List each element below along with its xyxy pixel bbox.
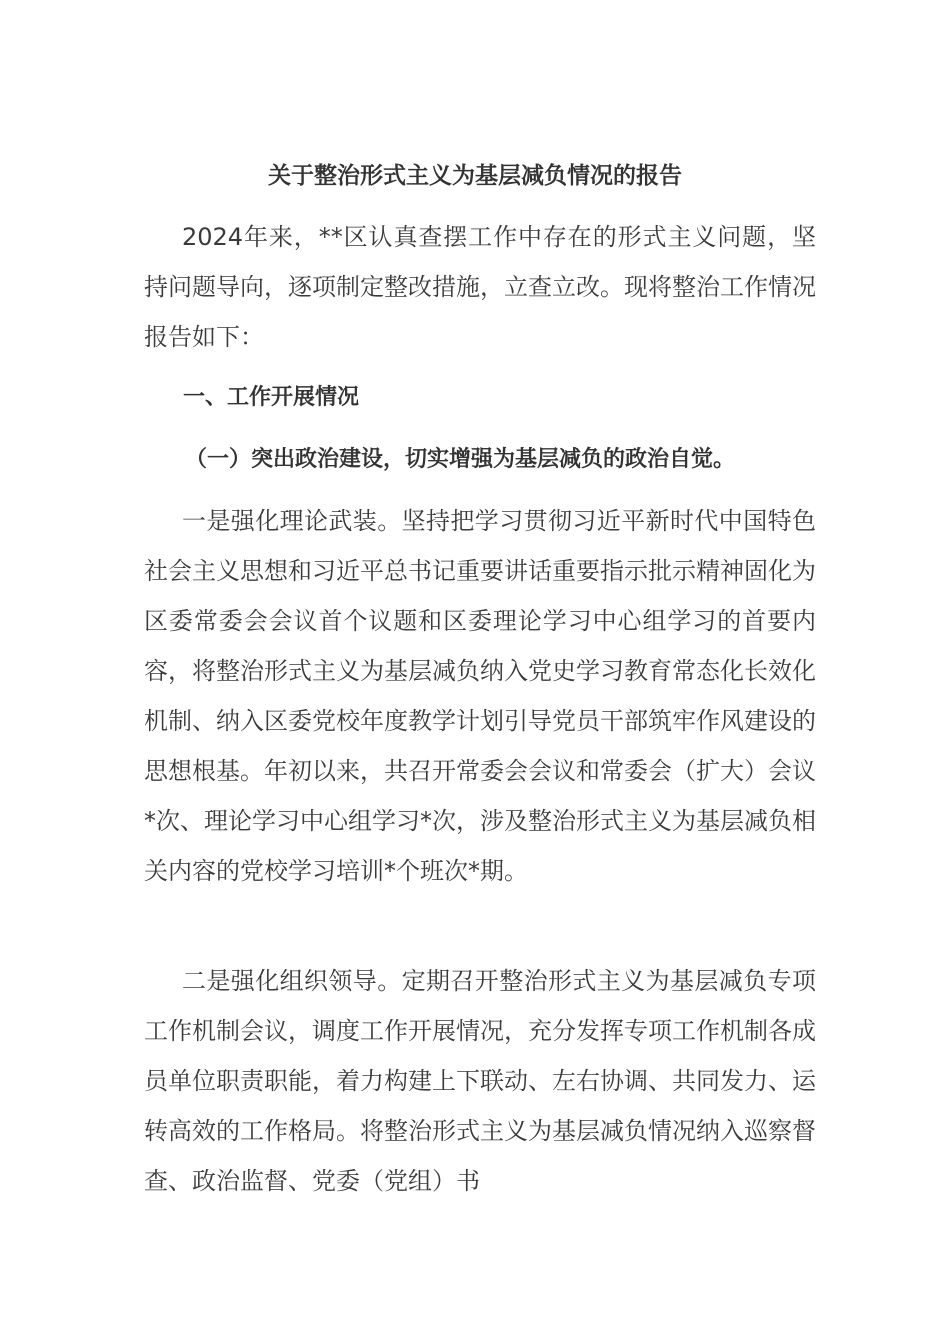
subsection-heading: （一）突出政治建设，切实增强为基层减负的政治自觉。	[185, 447, 736, 472]
body-paragraph: 一是强化理论武装。坚持把学习贯彻习近平新时代中国特色社会主义思想和习近平总书记重要讲话重要指示批示精神固化为区委常委会会议首个议题和区委理论学习中心组学习的首要内容，将整治形式主义为基层减负纳入党史学习教育常态化长效化机制、纳入区委党校年度教学计划引导党员干部筑牢作风建设的思想根基。年初以来，共召开常委会会议和常委会（扩大）会议*次、理论学习中心组学习*次，涉及整治形式主义为基层减负相关内容的党校学习培训*个班次*期。	[144, 507, 816, 885]
intro-paragraph: 2024年来，**区认真查摆工作中存在的形式主义问题，坚持问题导向，逐项制定整改措施，立查立改。现将整治工作情况报告如下：	[144, 223, 816, 351]
section-heading: 一、工作开展情况	[183, 385, 360, 410]
document-title: 关于整治形式主义为基层减负情况的报告	[268, 163, 682, 189]
body-paragraph: 二是强化组织领导。定期召开整治形式主义为基层减负专项工作机制会议，调度工作开展情况，充分发挥专项工作机制各成员单位职责职能，着力构建上下联动、左右协调、共同发力、运转高效的工作格局。将整治形式主义为基层减负情况纳入巡察督查、政治监督、党委（党组）书	[144, 967, 816, 1195]
